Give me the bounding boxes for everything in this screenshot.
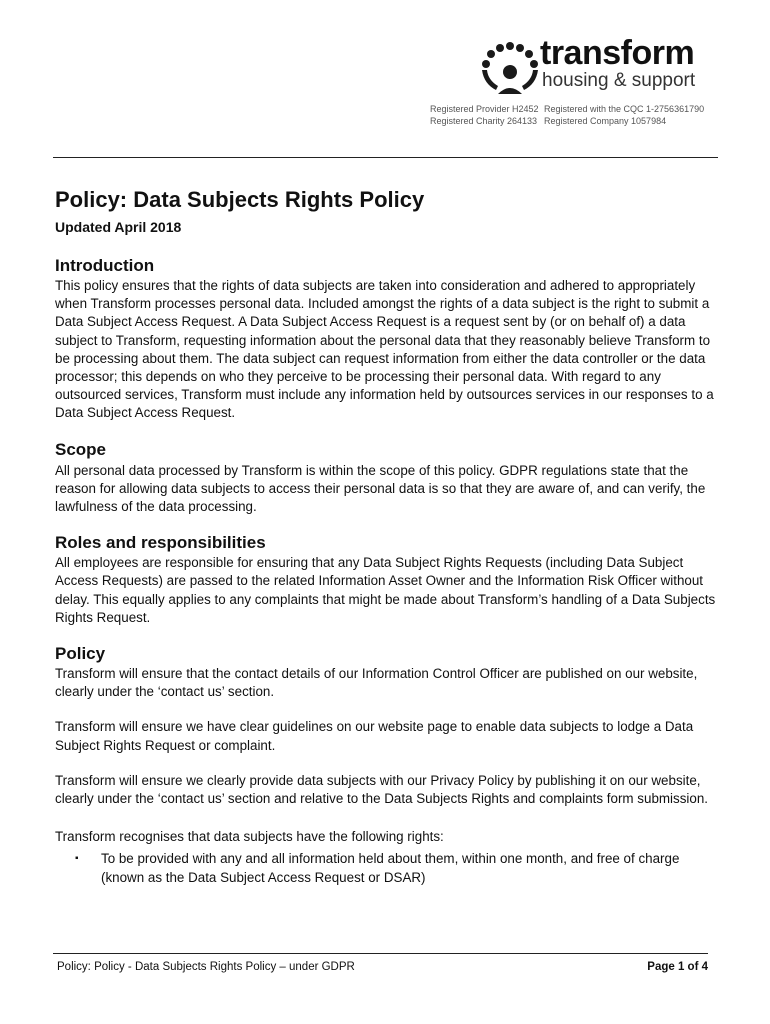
- square-bullet-icon: ▪: [75, 853, 79, 865]
- footer-divider: [53, 953, 708, 954]
- page-number: Page 1 of 4: [647, 961, 708, 973]
- rights-list: [55, 850, 720, 886]
- policy-paragraph: Transform will ensure that the contact details of our Information Control Officer are published on our website, clearly under the ‘contact us’ section.: [55, 666, 698, 700]
- document-title: Policy: Data Subjects Rights Policy: [55, 187, 425, 212]
- brand-logo: [478, 34, 728, 98]
- scope-heading: Scope: [55, 439, 107, 459]
- registration-right: [544, 103, 704, 127]
- brand-name: transform: [540, 34, 695, 72]
- roles-heading: Roles and responsibilities: [55, 533, 266, 553]
- registration-cqc: Registered with the CQC 1-2756361790: [544, 104, 705, 114]
- policy-paragraph: Transform will ensure we have clear guidelines on our website page to enable data subjects to lodge a Data Subject Rights Request or complaint.: [55, 719, 694, 753]
- policy-paragraph: Transform will ensure we clearly provide data subjects with our Privacy Policy by publishing it on our website, clearly under the ‘contact us’ section and relative to the Data Subjects Rights and complaints form submission.: [55, 772, 708, 807]
- footer-document-title: Policy: Policy - Data Subjects Rights Policy – under GDPR: [57, 961, 355, 973]
- letterhead: [0, 0, 770, 160]
- registration-charity: Registered Charity 264133: [430, 116, 538, 126]
- list-item: [75, 850, 720, 886]
- updated-date: Updated April 2018: [55, 219, 182, 235]
- registration-provider: Registered Provider H2452: [430, 104, 539, 114]
- header-divider: [53, 157, 718, 158]
- introduction-text: This policy ensures that the rights of data subjects are taken into consideration and adhered to appropriately when Transform processes personal data. Included amongst the rights of a data subject is the right to submit a Data Subject Access Request. A Data Subject Access Request is a request sent by (or on behalf of) a data subject to Transform, requesting information about the personal data that they reasonably believe Transform to be processing about them. The data subject can request information from either the data controller or the data processor; this depends on who they perceive to be processing their personal data. With regard to any outsourced services, Transform must include any information held by outsources services in our responses to a Data Subject Access Request.: [55, 278, 714, 421]
- brand-tagline: housing & support: [542, 70, 696, 91]
- registration-left: [430, 103, 539, 127]
- scope-text: All personal data processed by Transform is within the scope of this policy. GDPR regulations state that the reason for allowing data subjects to access their personal data is so that they are aware of, and can verify, the lawfulness of the data processing.: [55, 462, 706, 515]
- registration-company: Registered Company 1057984: [544, 116, 667, 126]
- transform-people-circle-icon: [478, 42, 542, 96]
- policy-paragraph: Transform recognises that data subjects have the following rights:: [55, 829, 444, 845]
- introduction-heading: Introduction: [55, 256, 155, 275]
- policy-heading: Policy: [55, 644, 106, 664]
- document-body: [55, 186, 720, 887]
- list-item-text: To be provided with any and all information held about them, within one month, and free of charge (known as the Data Subject Access Request or DSAR): [101, 851, 680, 885]
- roles-text: All employees are responsible for ensuring that any Data Subject Rights Requests (including Data Subject Access Requests) are passed to the related Information Asset Owner and the Information Risk Officer without delay. This equally applies to any complaints that might be made about Transform’s handling of a Data Subjects Rights Request.: [55, 555, 716, 625]
